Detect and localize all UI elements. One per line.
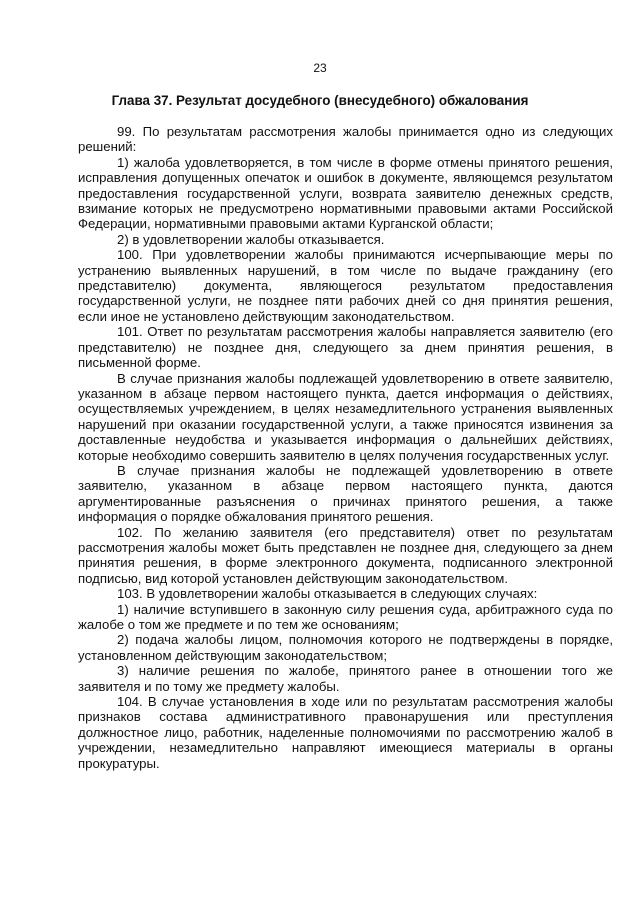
paragraph: 100. При удовлетворении жалобы принимаются исчерпывающие меры по устранению выявленных нарушений, в том числе по выдаче гражданину (его представителю) документа, являющегося результатом предоставления государственной услуги, не позднее пяти рабочих дней со дня принятия решения, если иное не установлено действующим законодательством. [78,247,613,324]
paragraph: 1) жалоба удовлетворяется, в том числе в форме отмены принятого решения, исправления допущенных опечаток и ошибок в документе, являющемся результатом предоставления государственной услуги, возврата заявителю денежных средств, взимание которых не предусмотрено нормативными правовыми актами Российской Федерации, нормативными правовыми актами Курганской области; [78,154,613,232]
paragraph: 101. Ответ по результатам рассмотрения жалобы направляется заявителю (его представителю) не позднее дня, следующего за днем принятия решения, в письменной форме. [78,324,613,371]
paragraph: 3) наличие решения по жалобе, принятого ранее в отношении того же заявителя и по тому же предмету жалобы. [78,663,613,694]
paragraph: 2) подача жалобы лицом, полномочия которого не подтверждены в порядке, установленном действующим законодательством; [78,632,613,663]
paragraph: В случае признания жалобы не подлежащей удовлетворению в ответе заявителю, указанном в абзаце первом настоящего пункта, даются аргументированные разъяснения о причинах принятого решения, а также информация о порядке обжалования принятого решения. [78,462,613,525]
paragraph: 99. По результатам рассмотрения жалобы принимается одно из следующих решений: [78,124,613,155]
paragraph: 103. В удовлетворении жалобы отказывается в следующих случаях: [117,586,538,602]
page-number: 23 [313,61,327,75]
paragraph: 104. В случае установления в ходе или по результатам рассмотрения жалобы признаков состава административного правонарушения или преступления должностное лицо, работник, наделенные полномочиями по рассмотрению жалоб в учреждении, незамедлительно направляют имеющиеся материалы в органы прокуратуры. [78,694,613,771]
chapter-heading: Глава 37. Результат досудебного (внесудебного) обжалования [111,93,529,108]
paragraph: 2) в удовлетворении жалобы отказывается. [117,231,385,247]
paragraph: 102. По желанию заявителя (его представителя) ответ по результатам рассмотрения жалобы может быть представлен не позднее дня, следующего за днем принятия решения, в форме электронного документа, подписанного электронной подписью, вид которой установлен действующим законодательством. [78,524,613,586]
document-body [78,124,613,771]
paragraph: 1) наличие вступившего в законную силу решения суда, арбитражного суда по жалобе о том же предмете и по тем же основаниям; [78,601,613,632]
paragraph: В случае признания жалобы подлежащей удовлетворению в ответе заявителю, указанном в абзаце первом настоящего пункта, дается информация о действиях, осуществляемых учреждением, в целях незамедлительного устранения выявленных нарушений при оказании государственной услуги, а также приносятся извинения за доставленные неудобства и указывается информация о дальнейших действиях, которые необходимо совершить заявителю в целях получения государственных услуг. [78,370,613,463]
